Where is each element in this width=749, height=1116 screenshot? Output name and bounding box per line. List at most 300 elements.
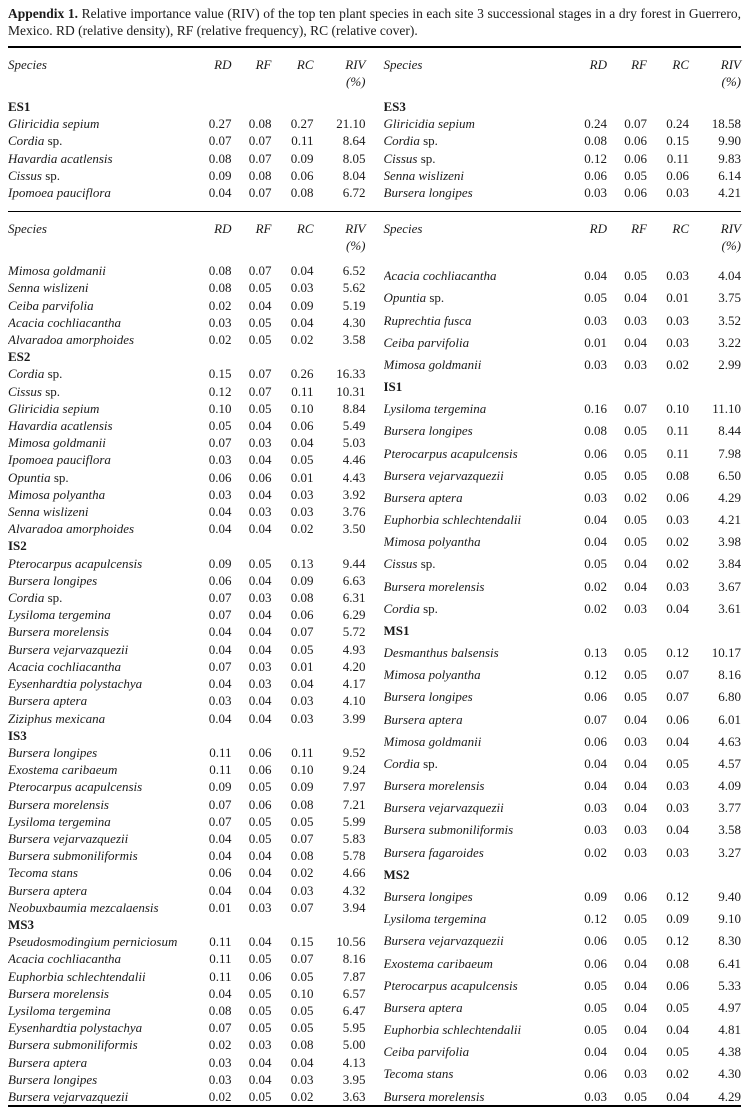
species-name: Bursera vejarvazquezii bbox=[8, 830, 129, 846]
rc-cell: 0.04 bbox=[290, 263, 314, 279]
riv-cell: 8.44 bbox=[718, 423, 741, 439]
species-name: Pseudosmodingium perniciosum bbox=[8, 934, 178, 950]
rd-cell: 0.03 bbox=[208, 314, 232, 330]
section-label: ES1 bbox=[8, 99, 31, 114]
species-row bbox=[384, 927, 742, 949]
species-suffix: sp. bbox=[419, 133, 438, 149]
species-name: Bursera aptera bbox=[8, 882, 88, 898]
rf-cell: 0.04 bbox=[624, 556, 647, 572]
table-caption bbox=[8, 6, 741, 39]
section-row bbox=[384, 373, 742, 395]
rd-cell: 0.04 bbox=[584, 778, 607, 794]
rf-cell: 0.03 bbox=[248, 658, 272, 674]
riv-cell: 6.41 bbox=[718, 955, 741, 971]
rc-cell: 0.04 bbox=[666, 822, 689, 838]
section-label: IS1 bbox=[383, 379, 403, 395]
rf-cell: 0.04 bbox=[624, 334, 647, 350]
riv-cell: 9.40 bbox=[718, 889, 741, 904]
species-row bbox=[8, 589, 366, 606]
species-name: Bursera submoniliformis bbox=[8, 1037, 138, 1053]
species-cell bbox=[384, 167, 564, 184]
rc-cell: 0.27 bbox=[290, 116, 314, 132]
rc-cell: 0.03 bbox=[290, 710, 314, 726]
riv-column-header bbox=[314, 212, 366, 262]
species-name: Senna wislizeni bbox=[383, 167, 465, 183]
rd-column-header: RD bbox=[589, 57, 607, 72]
rc-cell: 0.11 bbox=[291, 383, 314, 399]
rf-cell: 0.07 bbox=[248, 185, 272, 201]
rf-cell: 0.03 bbox=[624, 600, 647, 616]
table-panel-bottom-left bbox=[8, 212, 366, 1105]
species-row bbox=[384, 351, 742, 373]
species-suffix: sp. bbox=[44, 133, 63, 149]
rf-cell: 0.04 bbox=[624, 711, 647, 727]
species-suffix: sp. bbox=[417, 150, 436, 166]
riv-cell: 6.72 bbox=[342, 185, 366, 201]
species-cell bbox=[384, 728, 564, 750]
riv-cell: 6.63 bbox=[342, 572, 366, 588]
species-row bbox=[384, 1083, 742, 1106]
riv-cell: 3.76 bbox=[342, 504, 366, 520]
riv-cell: 9.83 bbox=[718, 150, 741, 166]
species-cell bbox=[8, 899, 188, 916]
species-name: Acacia cochliacantha bbox=[8, 314, 121, 330]
riv-cell: 4.32 bbox=[342, 882, 366, 898]
species-cell bbox=[384, 817, 564, 839]
rc-cell: 0.07 bbox=[666, 689, 689, 705]
rf-cell: 0.03 bbox=[624, 822, 647, 838]
rc-cell: 0.07 bbox=[666, 667, 689, 683]
species-cell bbox=[384, 440, 564, 462]
species-name: Gliricidia sepium bbox=[8, 400, 100, 416]
riv-cell: 3.77 bbox=[718, 800, 741, 816]
species-row bbox=[384, 167, 742, 184]
rf-cell: 0.04 bbox=[624, 955, 647, 971]
species-name: Lysiloma tergemina bbox=[383, 911, 487, 927]
rc-cell: 0.09 bbox=[290, 779, 314, 795]
riv-cell: 7.21 bbox=[342, 796, 366, 812]
species-cell bbox=[384, 329, 564, 351]
species-name: Opuntia bbox=[383, 290, 427, 306]
species-row bbox=[384, 639, 742, 661]
species-row bbox=[384, 528, 742, 550]
species-name: Cordia bbox=[8, 133, 45, 149]
rf-cell: 0.03 bbox=[248, 899, 272, 915]
rf-cell: 0.04 bbox=[248, 641, 272, 657]
species-name: Ceiba parvifolia bbox=[8, 297, 94, 313]
species-row bbox=[384, 772, 742, 794]
riv-cell: 3.52 bbox=[718, 312, 741, 328]
rf-cell: 0.05 bbox=[248, 400, 272, 416]
species-cell bbox=[384, 573, 564, 595]
species-cell bbox=[8, 503, 188, 520]
species-row bbox=[8, 744, 366, 761]
rd-cell: 0.06 bbox=[584, 933, 607, 949]
rf-cell: 0.02 bbox=[624, 489, 647, 505]
rd-cell: 0.07 bbox=[208, 1020, 232, 1036]
rd-cell: 0.09 bbox=[584, 889, 607, 904]
species-cell bbox=[8, 641, 188, 658]
species-row bbox=[384, 115, 742, 132]
species-row bbox=[8, 262, 366, 279]
species-cell bbox=[8, 572, 188, 589]
species-row bbox=[384, 994, 742, 1016]
species-cell bbox=[8, 778, 188, 795]
riv-cell: 5.72 bbox=[342, 624, 366, 640]
species-row bbox=[384, 307, 742, 329]
rf-cell: 0.05 bbox=[248, 1020, 272, 1036]
species-cell bbox=[8, 623, 188, 640]
rd-cell: 0.10 bbox=[208, 400, 232, 416]
riv-cell: 3.58 bbox=[718, 822, 741, 838]
species-name: Ruprechtia fusca bbox=[383, 312, 472, 328]
species-row bbox=[8, 132, 366, 149]
species-row bbox=[8, 658, 366, 675]
rf-cell: 0.04 bbox=[248, 452, 272, 468]
species-row bbox=[384, 817, 742, 839]
rc-cell: 0.02 bbox=[290, 521, 314, 537]
species-name: Senna wislizeni bbox=[8, 504, 89, 520]
rf-cell: 0.04 bbox=[248, 882, 272, 898]
rc-cell: 0.06 bbox=[290, 607, 314, 623]
species-name: Havardia acatlensis bbox=[8, 418, 113, 434]
species-row bbox=[8, 520, 366, 537]
species-name: Bursera morelensis bbox=[8, 624, 109, 640]
rc-cell: 0.02 bbox=[290, 865, 314, 881]
riv-cell: 3.75 bbox=[718, 290, 741, 306]
rd-cell: 0.11 bbox=[209, 934, 232, 950]
rf-cell: 0.05 bbox=[248, 813, 272, 829]
species-row bbox=[8, 383, 366, 400]
riv-cell: 3.95 bbox=[342, 1071, 366, 1087]
species-row bbox=[8, 555, 366, 572]
rc-cell: 0.04 bbox=[290, 435, 314, 451]
rd-cell: 0.03 bbox=[208, 452, 232, 468]
rc-cell: 0.05 bbox=[290, 968, 314, 984]
rf-cell: 0.05 bbox=[248, 830, 272, 846]
rf-cell: 0.05 bbox=[248, 1088, 272, 1104]
species-row bbox=[8, 1002, 366, 1019]
rc-cell: 0.05 bbox=[290, 813, 314, 829]
rf-column-header: RF bbox=[631, 57, 647, 72]
rf-cell: 0.05 bbox=[624, 512, 647, 528]
species-name: Mimosa polyantha bbox=[383, 667, 481, 683]
rc-cell: 0.03 bbox=[666, 312, 689, 328]
species-row bbox=[8, 985, 366, 1002]
species-cell bbox=[8, 1002, 188, 1019]
rc-cell: 0.05 bbox=[290, 1020, 314, 1036]
rd-cell: 0.05 bbox=[584, 467, 607, 483]
rc-cell: 0.07 bbox=[290, 830, 314, 846]
rc-cell: 0.06 bbox=[290, 167, 314, 183]
species-row bbox=[8, 778, 366, 795]
species-name: Bursera morelensis bbox=[8, 985, 109, 1001]
rc-cell: 0.04 bbox=[290, 676, 314, 692]
riv-cell: 3.67 bbox=[718, 578, 741, 594]
riv-cell: 21.10 bbox=[336, 116, 366, 132]
riv-cell: 2.99 bbox=[718, 356, 741, 372]
rd-cell: 0.04 bbox=[208, 521, 232, 537]
rc-column-header: RC bbox=[672, 57, 689, 72]
species-row bbox=[8, 572, 366, 589]
riv-cell: 6.52 bbox=[342, 263, 366, 279]
rf-cell: 0.04 bbox=[624, 1022, 647, 1038]
rd-cell: 0.06 bbox=[208, 572, 232, 588]
riv-cell: 3.58 bbox=[342, 332, 366, 348]
riv-cell: 3.94 bbox=[342, 899, 366, 915]
species-name: Bursera morelensis bbox=[8, 796, 109, 812]
species-suffix: sp. bbox=[41, 167, 61, 183]
species-cell bbox=[8, 314, 188, 331]
rc-cell: 0.15 bbox=[666, 133, 689, 149]
species-row bbox=[8, 623, 366, 640]
rd-cell: 0.05 bbox=[584, 977, 607, 993]
rc-cell: 0.03 bbox=[290, 486, 314, 502]
species-name: Ipomoea pauciflora bbox=[8, 185, 111, 201]
riv-cell: 4.30 bbox=[718, 1066, 741, 1082]
species-cell bbox=[8, 830, 188, 847]
rf-cell: 0.04 bbox=[248, 710, 272, 726]
header-row bbox=[384, 212, 742, 262]
riv-cell: 6.57 bbox=[342, 985, 366, 1001]
species-row bbox=[8, 692, 366, 709]
species-cell bbox=[8, 383, 188, 400]
rf-cell: 0.07 bbox=[248, 133, 272, 149]
rc-cell: 0.02 bbox=[290, 1088, 314, 1104]
species-cell bbox=[384, 772, 564, 794]
rd-cell: 0.04 bbox=[208, 710, 232, 726]
species-cell bbox=[384, 115, 564, 132]
species-row bbox=[384, 1038, 742, 1060]
species-name: Bursera aptera bbox=[8, 693, 88, 709]
species-cell bbox=[384, 1016, 564, 1038]
rc-cell: 0.04 bbox=[666, 600, 689, 616]
riv-cell: 6.80 bbox=[718, 689, 741, 705]
rc-cell: 0.13 bbox=[290, 555, 314, 571]
species-cell bbox=[384, 595, 564, 617]
riv-cell: 8.84 bbox=[342, 400, 366, 416]
species-name: Bursera aptera bbox=[383, 999, 463, 1015]
rd-cell: 0.24 bbox=[584, 116, 607, 132]
species-column-header: Species bbox=[8, 221, 47, 237]
rf-cell: 0.06 bbox=[248, 796, 272, 812]
species-cell bbox=[384, 905, 564, 927]
species-name: Bursera longipes bbox=[383, 423, 473, 439]
species-row bbox=[384, 440, 742, 462]
rc-cell: 0.03 bbox=[666, 778, 689, 794]
riv-cell: 5.00 bbox=[342, 1037, 366, 1053]
riv-cell: 10.17 bbox=[711, 645, 741, 661]
species-row bbox=[8, 968, 366, 985]
rc-cell: 0.10 bbox=[290, 400, 314, 416]
rf-cell: 0.05 bbox=[624, 689, 647, 705]
rf-cell: 0.07 bbox=[248, 263, 272, 279]
rc-cell: 0.06 bbox=[290, 418, 314, 434]
rd-cell: 0.07 bbox=[208, 607, 232, 623]
rf-cell: 0.05 bbox=[248, 332, 272, 348]
species-name: Bursera aptera bbox=[383, 711, 463, 727]
species-cell bbox=[8, 589, 188, 606]
species-name: Lysiloma tergemina bbox=[383, 401, 487, 417]
rd-cell: 0.08 bbox=[584, 423, 607, 439]
species-cell bbox=[8, 1088, 188, 1105]
species-cell bbox=[8, 985, 188, 1002]
species-row bbox=[8, 400, 366, 417]
species-name: Bursera longipes bbox=[8, 572, 98, 588]
species-name: Bursera longipes bbox=[8, 744, 98, 760]
rd-cell: 0.06 bbox=[208, 469, 232, 485]
rd-cell: 0.08 bbox=[208, 263, 232, 279]
rc-cell: 0.04 bbox=[290, 1054, 314, 1070]
riv-cell: 4.20 bbox=[342, 658, 366, 674]
rd-cell: 0.04 bbox=[208, 985, 232, 1001]
rd-cell: 0.03 bbox=[208, 486, 232, 502]
bottom-rule bbox=[8, 1105, 741, 1107]
rf-cell: 0.04 bbox=[248, 624, 272, 640]
riv-cell: 18.58 bbox=[711, 116, 741, 132]
rf-cell: 0.07 bbox=[248, 383, 272, 399]
riv-cell: 3.84 bbox=[718, 556, 741, 572]
species-cell bbox=[8, 434, 188, 451]
riv-cell: 11.10 bbox=[712, 401, 741, 417]
rf-cell: 0.04 bbox=[624, 290, 647, 306]
rc-cell: 0.04 bbox=[290, 314, 314, 330]
species-cell bbox=[8, 968, 188, 985]
species-row bbox=[8, 813, 366, 830]
rc-cell: 0.12 bbox=[666, 933, 689, 949]
riv-cell: 4.46 bbox=[342, 452, 366, 468]
riv-cell: 4.29 bbox=[718, 489, 741, 505]
riv-header-line2: (%) bbox=[346, 238, 366, 254]
rf-cell: 0.04 bbox=[624, 578, 647, 594]
section-row bbox=[384, 98, 742, 115]
section-label: MS1 bbox=[383, 622, 410, 638]
species-row bbox=[384, 506, 742, 528]
species-row bbox=[8, 417, 366, 434]
rf-cell: 0.08 bbox=[248, 116, 272, 132]
rd-cell: 0.03 bbox=[208, 1054, 232, 1070]
rf-cell: 0.06 bbox=[624, 150, 647, 166]
rf-cell: 0.06 bbox=[248, 744, 272, 760]
species-cell bbox=[8, 297, 188, 314]
rc-cell: 0.03 bbox=[666, 512, 689, 528]
species-name: Tecoma stans bbox=[8, 865, 78, 881]
rc-column-header: RC bbox=[296, 57, 314, 72]
species-cell bbox=[8, 1054, 188, 1071]
species-cell bbox=[384, 284, 564, 306]
riv-cell: 3.61 bbox=[718, 600, 741, 616]
species-name: Mimosa polyantha bbox=[383, 534, 481, 550]
rd-cell: 0.11 bbox=[209, 951, 232, 967]
rd-cell: 0.08 bbox=[208, 280, 232, 296]
rf-cell: 0.04 bbox=[248, 521, 272, 537]
riv-cell: 5.83 bbox=[342, 830, 366, 846]
rd-cell: 0.07 bbox=[208, 435, 232, 451]
species-row bbox=[8, 184, 366, 201]
species-name: Pterocarpus acapulcensis bbox=[383, 445, 518, 461]
rd-cell: 0.13 bbox=[584, 645, 607, 661]
species-row bbox=[8, 641, 366, 658]
rd-cell: 0.11 bbox=[209, 968, 232, 984]
riv-column-header bbox=[689, 212, 741, 262]
species-cell bbox=[384, 706, 564, 728]
caption-label: Appendix 1. bbox=[8, 6, 79, 21]
rf-cell: 0.05 bbox=[624, 534, 647, 550]
rd-cell: 0.04 bbox=[208, 185, 232, 201]
rf-cell: 0.04 bbox=[248, 865, 272, 881]
riv-cell: 4.57 bbox=[718, 755, 741, 771]
riv-cell: 9.24 bbox=[342, 762, 366, 778]
rc-cell: 0.05 bbox=[290, 452, 314, 468]
rc-cell: 0.04 bbox=[666, 1088, 689, 1104]
section-row bbox=[8, 916, 366, 933]
rf-cell: 0.04 bbox=[248, 848, 272, 864]
caption-text: Relative importance value (RIV) of the top ten plant species in each site 3 successional stages in a dry forest in Guerrero, Mexico. RD (relative density), RF (relative frequency), RC (relative cover). bbox=[8, 6, 741, 38]
species-name: Bursera longipes bbox=[383, 689, 473, 705]
riv-cell: 4.29 bbox=[718, 1088, 741, 1104]
rc-cell: 0.02 bbox=[666, 1066, 689, 1082]
species-name: Lysiloma tergemina bbox=[8, 607, 111, 623]
species-row bbox=[384, 794, 742, 816]
rc-cell: 0.09 bbox=[666, 911, 689, 927]
species-cell bbox=[8, 675, 188, 692]
rc-cell: 0.05 bbox=[666, 999, 689, 1015]
species-cell bbox=[8, 1036, 188, 1053]
species-cell bbox=[384, 550, 564, 572]
species-name: Ipomoea pauciflora bbox=[8, 452, 111, 468]
species-name: Exostema caribaeum bbox=[383, 955, 493, 971]
species-name: Bursera submoniliformis bbox=[8, 848, 138, 864]
rf-cell: 0.07 bbox=[248, 366, 272, 382]
rd-cell: 0.06 bbox=[584, 445, 607, 461]
species-name: Acacia cochliacantha bbox=[8, 951, 121, 967]
species-row bbox=[8, 950, 366, 967]
rd-cell: 0.05 bbox=[584, 556, 607, 572]
rc-cell: 0.09 bbox=[290, 150, 314, 166]
riv-cell: 9.10 bbox=[718, 911, 741, 927]
rc-cell: 0.08 bbox=[666, 955, 689, 971]
species-cell bbox=[384, 794, 564, 816]
riv-cell: 4.09 bbox=[718, 778, 741, 794]
species-name: Mimosa goldmanii bbox=[383, 356, 482, 372]
rd-cell: 0.15 bbox=[208, 366, 232, 382]
species-cell bbox=[8, 469, 188, 486]
species-name: Cissus bbox=[383, 150, 418, 166]
riv-header-line1: RIV bbox=[345, 221, 366, 237]
species-row bbox=[8, 314, 366, 331]
rd-cell: 0.02 bbox=[584, 600, 607, 616]
riv-cell: 6.29 bbox=[342, 607, 366, 623]
species-name: Pterocarpus acapulcensis bbox=[383, 977, 518, 993]
rf-cell: 0.05 bbox=[624, 1088, 647, 1104]
riv-cell: 4.81 bbox=[718, 1022, 741, 1038]
rf-cell: 0.03 bbox=[248, 676, 272, 692]
species-cell bbox=[8, 115, 188, 132]
species-row bbox=[8, 761, 366, 778]
rd-cell: 0.04 bbox=[208, 830, 232, 846]
rc-cell: 0.03 bbox=[666, 578, 689, 594]
species-row bbox=[8, 864, 366, 881]
species-cell bbox=[384, 395, 564, 417]
rd-cell: 0.03 bbox=[584, 1088, 607, 1104]
rf-cell: 0.05 bbox=[624, 423, 647, 439]
species-name: Cordia bbox=[383, 133, 420, 149]
species-row bbox=[384, 184, 742, 201]
species-row bbox=[384, 595, 742, 617]
riv-cell: 5.49 bbox=[342, 418, 366, 434]
riv-cell: 3.92 bbox=[342, 486, 366, 502]
species-name: Bursera submoniliformis bbox=[383, 822, 514, 838]
